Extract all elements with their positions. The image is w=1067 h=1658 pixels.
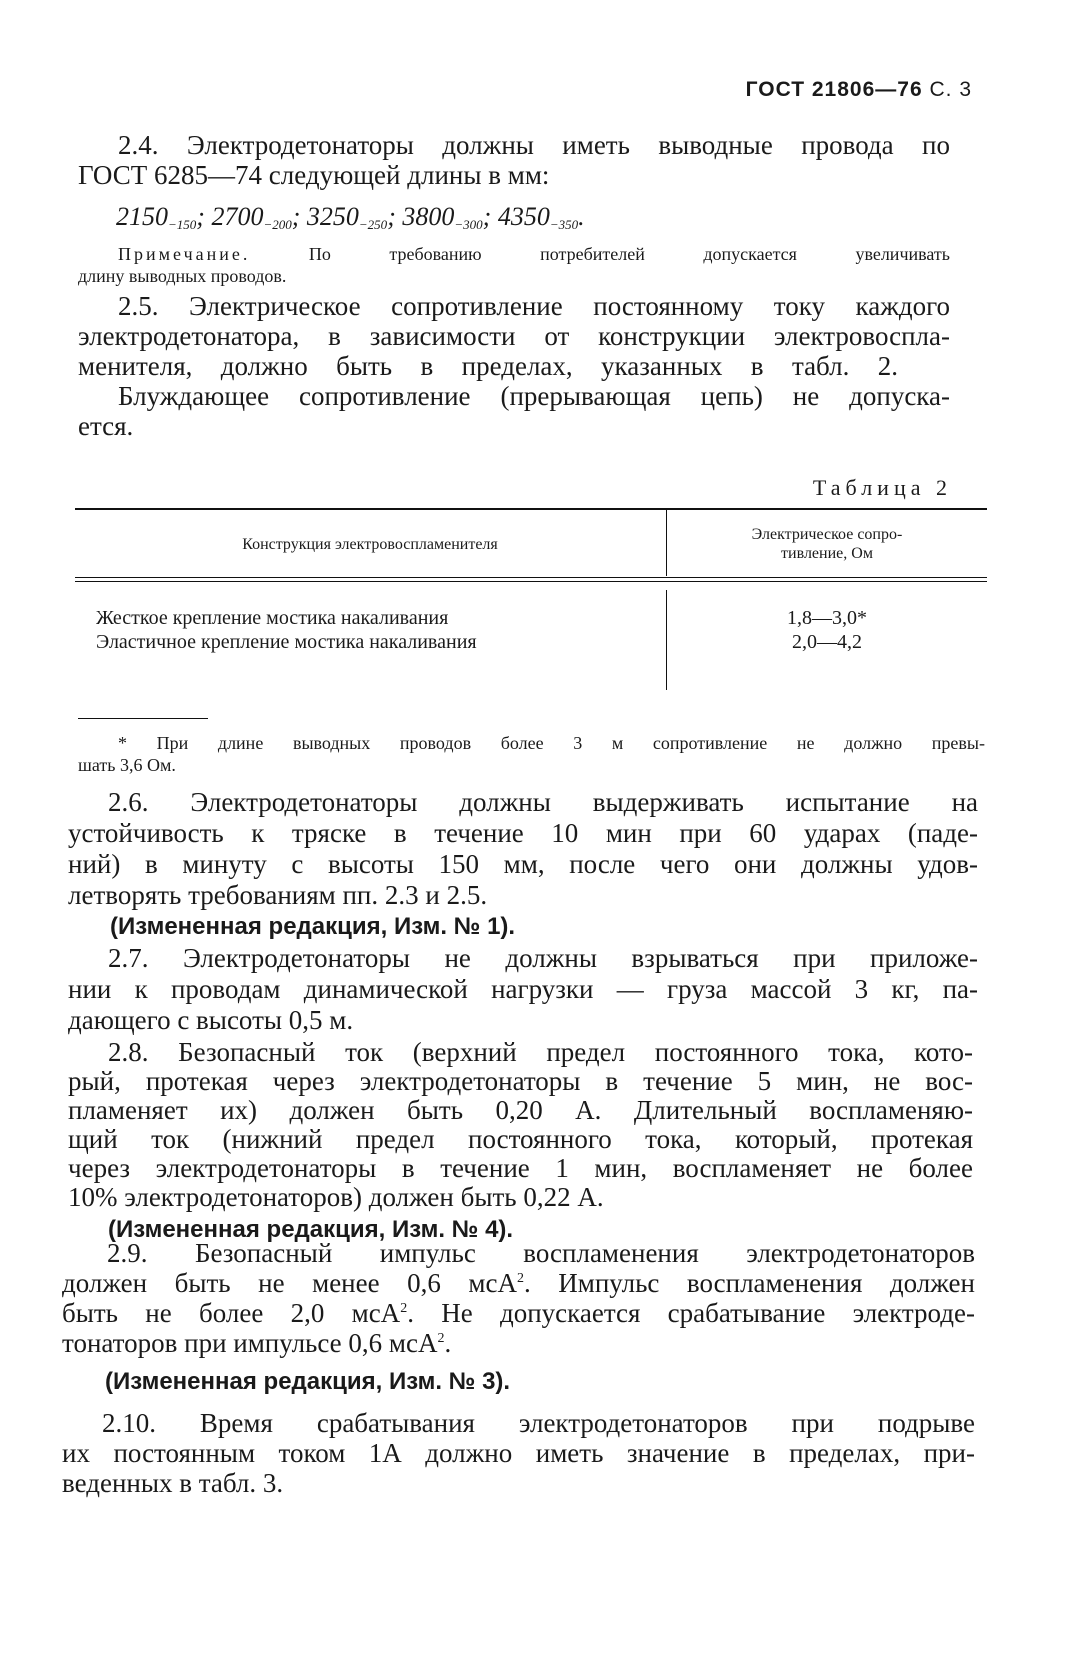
length-5: $4350_{-350}$.: [497, 202, 585, 232]
length-3: $3250_{-250}$;: [306, 202, 396, 232]
amendment-1: (Измененная редакция, Изм. № 1).: [110, 913, 516, 940]
p210-line2: их постоянным током 1А должно иметь значение в пределах, при-: [62, 1438, 975, 1468]
table-row-design: Эластичное крепление мостика накаливания: [96, 631, 477, 653]
table-col1-header: Конструкция электровоспламенителя: [242, 536, 498, 553]
note-text1: По требованию потребителей допускается увеличивать: [308, 244, 950, 264]
p28-line3: пламеняет их) должен быть 0,20 А. Длительный воспламеняю-: [68, 1095, 973, 1125]
table-caption: Таблица 2: [812, 475, 952, 500]
p28-line5: через электродетонаторы в течение 1 мин, воспламеняет не более: [68, 1153, 973, 1183]
note-label: Примечание.: [118, 244, 251, 264]
table-row-resistance: 1,8—3,0*: [787, 607, 867, 629]
p27-line1: 2.7. Электродетонаторы не должны взрываться при приложе-: [108, 943, 978, 973]
note-line1: [118, 244, 950, 265]
p28-line6: 10% электродетонаторов) должен быть 0,22 А.: [68, 1182, 604, 1212]
length-1: $2150_{-150}$;: [116, 202, 205, 232]
standard-number: ГОСТ 21806—76: [745, 78, 923, 101]
p25-line4: Блуждающее сопротивление (прерывающая цепь) не допуска-: [118, 381, 950, 411]
p27-line2: нии к проводам динамической нагрузки — груза массой 3 кг, па-: [68, 974, 978, 1004]
p25-line1: 2.5. Электрическое сопротивление постоянному току каждого: [118, 291, 950, 321]
p29-line2: должен быть не менее 0,6 мсА$^2$. Импульс воспламенения должен: [62, 1268, 975, 1298]
p28-line1: 2.8. Безопасный ток (верхний предел постоянного тока, кото-: [108, 1037, 973, 1067]
p27-line3: дающего с высоты 0,5 м.: [68, 1005, 354, 1035]
p26-line3: ний) в минуту с высоты 150 мм, после чего они должны удов-: [68, 849, 978, 879]
p25-line3: менителя, должно быть в пределах, указанных в табл. 2.: [78, 351, 898, 381]
wire-lengths: [116, 202, 585, 233]
p29-line4: тонаторов при импульсе 0,6 мсА$^2$.: [62, 1328, 452, 1358]
page-header: [746, 78, 972, 102]
p210-line1: 2.10. Время срабатывания электродетонаторов при подрыве: [102, 1408, 975, 1438]
p24-line2: ГОСТ 6285—74 следующей длины в мм:: [78, 160, 550, 190]
p28-line4: щий ток (нижний предел постоянного тока, который, протекая: [68, 1124, 973, 1154]
footnote-line1: * При длине выводных проводов более 3 м сопротивление не должно превы-: [118, 733, 985, 753]
p25-line2: электродетонатора, в зависимости от конструкции электровоспла-: [78, 321, 950, 351]
table-row-resistance: 2,0—4,2: [792, 631, 862, 653]
p28-line2: рый, протекая через электродетонаторы в течение 5 мин, не вос-: [68, 1066, 973, 1096]
p24-line1: 2.4. Электродетонаторы должны иметь выводные провода по: [118, 130, 950, 160]
p29-line1: 2.9. Безопасный импульс воспламенения электродетонаторов: [107, 1238, 975, 1268]
length-2: $2700_{-200}$;: [211, 202, 301, 232]
p210-line3: веденных в табл. 3.: [62, 1468, 284, 1498]
p29-line3: быть не более 2,0 мсА$^2$. Не допускается срабатывание электроде-: [62, 1298, 975, 1328]
table-header-rule-2: [75, 581, 987, 582]
footnote-line2: шать 3,6 Ом.: [78, 755, 176, 775]
p25-line5: ется.: [78, 411, 134, 441]
footnote-rule: [78, 718, 208, 719]
p26-line1: 2.6. Электродетонаторы должны выдерживать испытание на: [108, 787, 978, 817]
note-line2: длину выводных проводов.: [78, 266, 287, 286]
page-number: С. 3: [929, 78, 972, 101]
p26-line4: летворять требованиям пп. 2.3 и 2.5.: [68, 880, 488, 910]
table-col2-header: Электрическое сопро- тивление, Ом: [751, 526, 903, 562]
table-top-rule: [75, 508, 987, 510]
table-header-rule-1: [75, 577, 987, 578]
amendment-4: (Измененная редакция, Изм. № 4).: [108, 1216, 514, 1243]
amendment-3: (Измененная редакция, Изм. № 3).: [105, 1368, 511, 1395]
p26-line2: устойчивость к тряске в течение 10 мин при 60 ударах (паде-: [68, 818, 978, 848]
length-4: $3800_{-300}$;: [402, 202, 492, 232]
table-row-design: Жесткое крепление мостика накаливания: [96, 607, 449, 629]
